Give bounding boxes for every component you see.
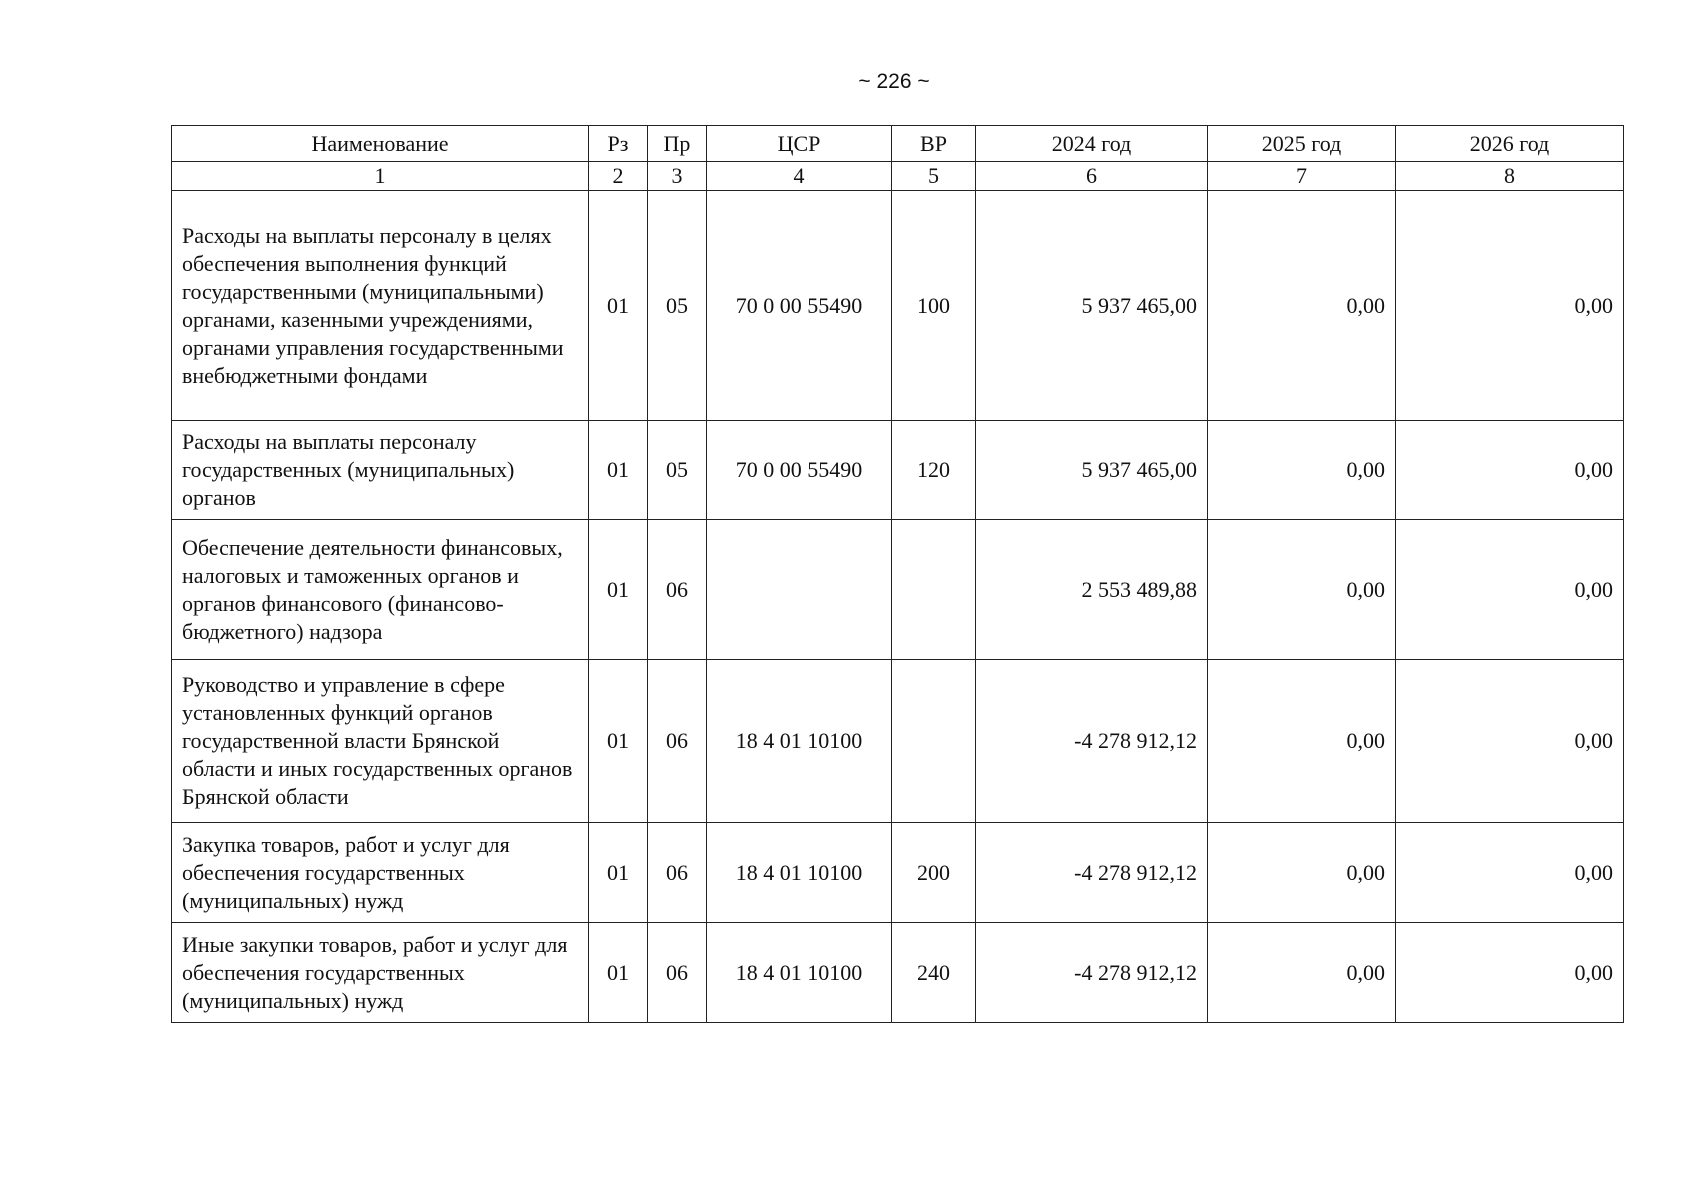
row-vr: 120 <box>892 421 976 520</box>
row-2024: 5 937 465,00 <box>976 191 1208 421</box>
row-csr <box>707 520 892 660</box>
row-vr: 240 <box>892 923 976 1023</box>
row-pr: 06 <box>648 520 707 660</box>
table-row <box>172 823 1624 923</box>
row-vr: 200 <box>892 823 976 923</box>
row-csr: 70 0 00 55490 <box>707 191 892 421</box>
row-pr: 06 <box>648 923 707 1023</box>
row-name: Иные закупки товаров, работ и услуг для обеспечения государственных (муниципальных) нужд <box>172 923 589 1023</box>
column-number: 2 <box>589 162 648 191</box>
row-2026: 0,00 <box>1396 823 1624 923</box>
row-2026: 0,00 <box>1396 520 1624 660</box>
row-csr: 18 4 01 10100 <box>707 923 892 1023</box>
row-rz: 01 <box>589 191 648 421</box>
row-rz: 01 <box>589 520 648 660</box>
header-name: Наименование <box>172 126 589 162</box>
header-2025: 2025 год <box>1208 126 1396 162</box>
row-name: Обеспечение деятельности финансовых, налоговых и таможенных органов и органов финансового (финансово-бюджетного) надзора <box>172 520 589 660</box>
column-number: 3 <box>648 162 707 191</box>
row-pr: 05 <box>648 191 707 421</box>
header-rz: Рз <box>589 126 648 162</box>
row-2024: 5 937 465,00 <box>976 421 1208 520</box>
row-name: Расходы на выплаты персоналу государственных (муниципальных) органов <box>172 421 589 520</box>
row-2025: 0,00 <box>1208 823 1396 923</box>
row-2025: 0,00 <box>1208 520 1396 660</box>
table-row <box>172 421 1624 520</box>
table-row <box>172 191 1624 421</box>
budget-table <box>171 125 1624 1023</box>
row-2025: 0,00 <box>1208 191 1396 421</box>
row-vr: 100 <box>892 191 976 421</box>
page-number: ~ 226 ~ <box>858 70 930 93</box>
column-number: 7 <box>1208 162 1396 191</box>
row-rz: 01 <box>589 923 648 1023</box>
header-vr: ВР <box>892 126 976 162</box>
column-number: 1 <box>172 162 589 191</box>
column-number: 6 <box>976 162 1208 191</box>
header-pr: Пр <box>648 126 707 162</box>
row-csr: 70 0 00 55490 <box>707 421 892 520</box>
row-2024: 2 553 489,88 <box>976 520 1208 660</box>
header-2024: 2024 год <box>976 126 1208 162</box>
column-number: 5 <box>892 162 976 191</box>
row-csr: 18 4 01 10100 <box>707 823 892 923</box>
table-row <box>172 520 1624 660</box>
row-rz: 01 <box>589 660 648 823</box>
row-2026: 0,00 <box>1396 421 1624 520</box>
row-2024: -4 278 912,12 <box>976 660 1208 823</box>
row-pr: 06 <box>648 660 707 823</box>
row-vr <box>892 520 976 660</box>
header-row <box>172 126 1624 162</box>
row-name: Расходы на выплаты персоналу в целях обеспечения выполнения функций государственными (муниципальными) органами, казенными учреждениями, органами управления государственными внебюджетными фондами <box>172 191 589 421</box>
row-rz: 01 <box>589 421 648 520</box>
header-csr: ЦСР <box>707 126 892 162</box>
row-2026: 0,00 <box>1396 923 1624 1023</box>
row-2025: 0,00 <box>1208 660 1396 823</box>
row-vr <box>892 660 976 823</box>
row-2025: 0,00 <box>1208 421 1396 520</box>
table-row <box>172 923 1624 1023</box>
row-rz: 01 <box>589 823 648 923</box>
column-number-row <box>172 162 1624 191</box>
row-pr: 05 <box>648 421 707 520</box>
row-2024: -4 278 912,12 <box>976 823 1208 923</box>
row-name: Руководство и управление в сфере установленных функций органов государственной власти Брянской области и иных государственных органов Брянской области <box>172 660 589 823</box>
row-2024: -4 278 912,12 <box>976 923 1208 1023</box>
header-2026: 2026 год <box>1396 126 1624 162</box>
row-2026: 0,00 <box>1396 191 1624 421</box>
table-row <box>172 660 1624 823</box>
row-name: Закупка товаров, работ и услуг для обеспечения государственных (муниципальных) нужд <box>172 823 589 923</box>
row-2026: 0,00 <box>1396 660 1624 823</box>
column-number: 4 <box>707 162 892 191</box>
column-number: 8 <box>1396 162 1624 191</box>
row-csr: 18 4 01 10100 <box>707 660 892 823</box>
row-pr: 06 <box>648 823 707 923</box>
row-2025: 0,00 <box>1208 923 1396 1023</box>
